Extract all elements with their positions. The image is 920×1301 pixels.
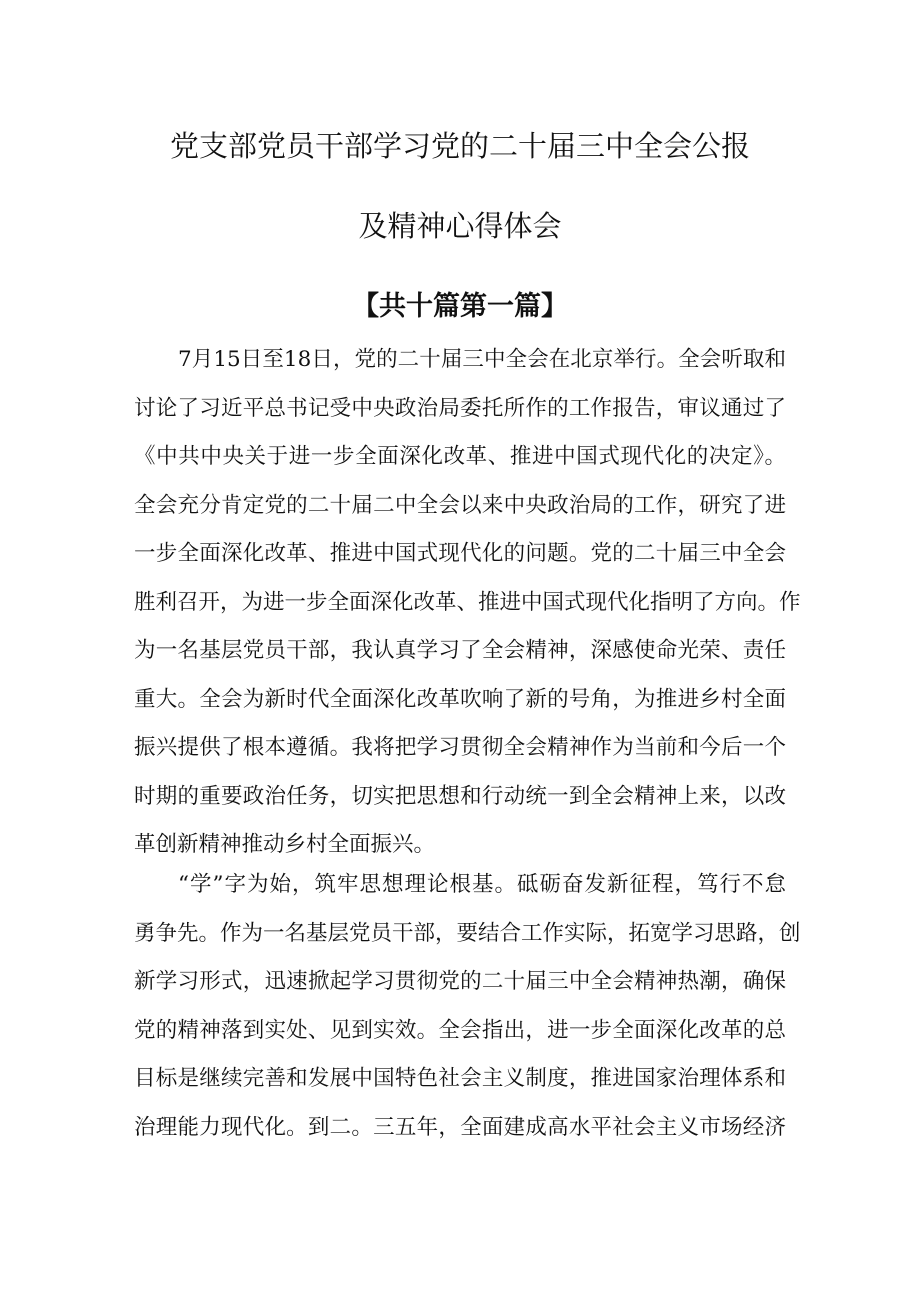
paragraph-line: 勇争先。作为一名基层党员干部，要结合工作实际，拓宽学习思路，创 <box>134 920 801 946</box>
paragraph-line: 时期的重要政治任务，切实把思想和行动统一到全会精神上来，以改 <box>134 783 786 809</box>
paragraph-line: 讨论了习近平总书记受中央政治局委托所作的工作报告，审议通过了 <box>134 395 786 421</box>
paragraph-line: 胜利召开，为进一步全面深化改革、推进中国式现代化指明了方向。作 <box>134 589 801 615</box>
document-title-line-1: 党支部党员干部学习党的二十届三中全会公报 <box>169 129 750 163</box>
paragraph-line: 新学习形式，迅速掀起学习贯彻党的二十届三中全会精神热潮，确保 <box>134 969 786 994</box>
paragraph-line: 重大。全会为新时代全面深化改革吹响了新的号角，为推进乡村全面 <box>134 686 786 712</box>
paragraph-line: 党的精神落到实处、见到实效。全会指出，进一步全面深化改革的总 <box>134 1017 786 1043</box>
paragraph-line: 振兴提供了根本遵循。我将把学习贯彻全会精神作为当前和今后一个 <box>134 735 786 760</box>
paragraph-line: 目标是继续完善和发展中国特色社会主义制度，推进国家治理体系和 <box>134 1066 786 1091</box>
paragraph-line: 全会充分肯定党的二十届二中全会以来中央政治局的工作，研究了进 <box>134 492 786 518</box>
paragraph-line: 7月15日至18日，党的二十届三中全会在北京举行。全会听取和 <box>178 347 786 372</box>
paragraph-line: 治理能力现代化。到二。三五年，全面建成高水平社会主义市场经济 <box>134 1114 786 1140</box>
document-subtitle: 【共十篇第一篇】 <box>352 291 568 322</box>
paragraph-line: 《中共中央关于进一步全面深化改革、推进中国式现代化的决定》。 <box>134 444 786 469</box>
paragraph-line: 为一名基层党员干部，我认真学习了全会精神，深感使命光荣、责任 <box>134 638 786 663</box>
paragraph-line: “学”字为始，筑牢思想理论根基。砥砺奋发新征程，笃行不怠 <box>178 872 786 897</box>
paragraph-2 <box>134 861 801 1152</box>
paragraph-line: 一步全面深化改革、推进中国式现代化的问题。党的二十届三中全会 <box>134 541 786 566</box>
paragraph-1 <box>134 336 801 870</box>
document-title-line-2: 及精神心得体会 <box>358 209 562 243</box>
paragraph-line: 革创新精神推动乡村全面振兴。 <box>134 832 436 857</box>
